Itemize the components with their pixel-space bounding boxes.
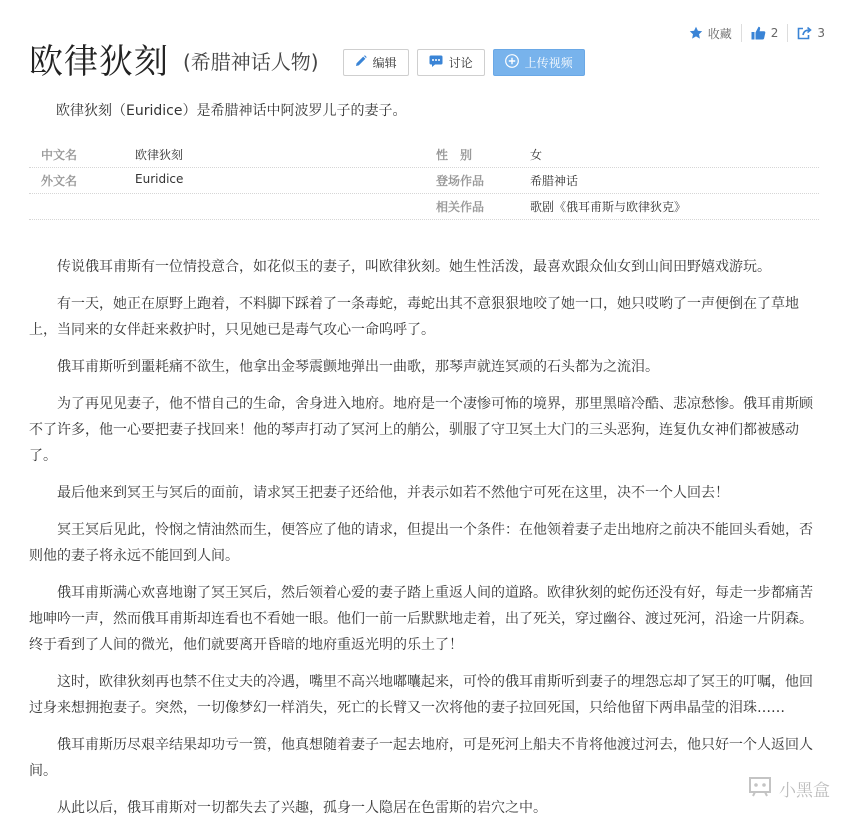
- pencil-icon: [355, 55, 367, 70]
- watermark-text: 小黑盒: [779, 781, 830, 801]
- paragraph: 俄耳甫斯听到噩耗痛不欲生，他拿出金琴震颤地弹出一曲歌，那琴声就连冥顽的石头都为之流泪。: [57, 359, 659, 375]
- info-value: 希腊神话: [530, 174, 579, 188]
- info-value: 欧律狄刻: [135, 148, 184, 162]
- upload-video-button[interactable]: [493, 49, 585, 76]
- info-value: Euridice: [135, 172, 184, 186]
- paragraph: 俄耳甫斯历尽艰辛结果却功亏一篑，他真想随着妻子一起去地府，可是死河上船夫不肯将他渡过河去，他只好一个人返回人间。: [29, 737, 813, 779]
- plus-circle-icon: [505, 54, 519, 71]
- page-subtitle: (希腊神话人物): [183, 50, 319, 74]
- info-label: 相关作品: [436, 200, 485, 214]
- paragraph: 俄耳甫斯满心欢喜地谢了冥王冥后，然后领着心爱的妻子踏上重返人间的道路。欧律狄刻的蛇伤还没有好，每走一步都痛苦地呻吟一声，然而俄耳甫斯却连看也不看她一眼。他们一前一后默默地走着，出了死关，穿过幽谷、渡过死河，沿途一片阴森。终于看到了人间的微光，他们就要离开昏暗的地府重返光明的乐土了！: [29, 585, 813, 653]
- watermark: [747, 774, 830, 803]
- paragraph: 这时，欧律狄刻再也禁不住丈夫的冷遇，嘴里不高兴地嘟囔起来，可怜的俄耳甫斯听到妻子的埋怨忘却了冥王的叮嘱，他回过身来想拥抱妻子。突然，一切像梦幻一样消失，死亡的长臂又一次将他的妻子拉回死国，只给他留下两串晶莹的泪珠……: [29, 674, 813, 716]
- info-label: 性 别: [436, 148, 473, 162]
- paragraph: 有一天，她正在原野上跑着，不料脚下踩着了一条毒蛇，毒蛇出其不意狠狠地咬了她一口，她只哎哟了一声便倒在了草地上，当同来的女伴赶来救护时，只见她已是毒气攻心一命呜呼了。: [29, 296, 799, 338]
- share-button[interactable]: [787, 24, 834, 42]
- paragraph: 传说俄耳甫斯有一位情投意合，如花似玉的妻子，叫欧律狄刻。她生性活泼，最喜欢跟众仙女到山间田野嬉戏游玩。: [57, 259, 771, 275]
- watermark-logo-icon: [747, 774, 773, 803]
- discuss-label: 讨论: [448, 55, 473, 70]
- info-label: 外文名: [41, 174, 78, 188]
- page-title: 欧律狄刻: [29, 42, 169, 82]
- info-label: 中文名: [41, 148, 78, 162]
- share-count: 3: [817, 26, 825, 40]
- like-button[interactable]: [741, 24, 788, 42]
- paragraph: 从此以后，俄耳甫斯对一切都失去了兴趣，孤身一人隐居在色雷斯的岩穴之中。: [57, 800, 547, 816]
- discuss-button[interactable]: [417, 49, 485, 76]
- share-icon: [797, 26, 812, 40]
- info-value: 女: [530, 148, 543, 162]
- top-actions: [680, 24, 834, 42]
- collect-button[interactable]: [680, 24, 741, 42]
- basic-info-table: [29, 142, 819, 220]
- edit-button[interactable]: [343, 49, 409, 76]
- article-body: [29, 254, 819, 821]
- paragraph: 为了再见见妻子，他不惜自己的生命，舍身进入地府。地府是一个凄惨可怖的境界，那里黑暗冷酷、悲凉愁惨。俄耳甫斯顾不了许多，他一心要把妻子找回来！他的琴声打动了冥河上的艄公，驯服了守卫冥土大门的三头恶狗，连复仇女神们都被感动了。: [29, 396, 813, 464]
- related-work-link[interactable]: 歌剧《俄耳甫斯与欧律狄克》: [530, 200, 687, 214]
- like-count: 2: [770, 26, 779, 40]
- paragraph: 冥王冥后见此，怜悯之情油然而生，便答应了他的请求，但提出一个条件：在他领着妻子走出地府之前决不能回头看她，否则他的妻子将永远不能回到人间。: [29, 522, 813, 564]
- info-row: [29, 142, 819, 168]
- title-buttons: [343, 49, 585, 76]
- upload-label: 上传视频: [524, 55, 573, 70]
- chat-bubble-icon: [429, 55, 443, 70]
- summary-text: 欧律狄刻（Euridice）是希腊神话中阿波罗儿子的妻子。: [56, 103, 407, 119]
- info-row: [29, 194, 819, 220]
- title-row: [29, 42, 585, 82]
- star-icon: [689, 26, 703, 40]
- paragraph: 最后他来到冥王与冥后的面前，请求冥王把妻子还给他，并表示如若不然他宁可死在这里，决不一个人回去！: [57, 485, 729, 501]
- info-row: [29, 168, 819, 194]
- collect-label: 收藏: [707, 26, 732, 41]
- edit-label: 编辑: [372, 55, 397, 70]
- info-label: 登场作品: [436, 174, 485, 188]
- thumbs-up-icon: [751, 26, 766, 40]
